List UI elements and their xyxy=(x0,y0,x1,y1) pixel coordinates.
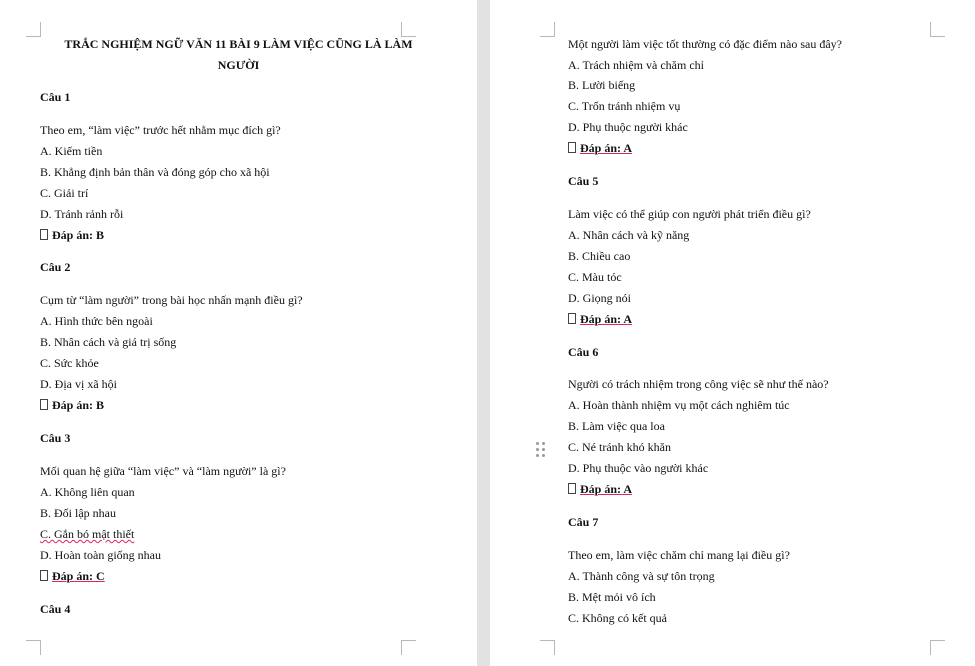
crop-mark xyxy=(930,22,945,37)
answer-line xyxy=(568,312,632,326)
crop-mark xyxy=(540,640,555,655)
option-a: A. Trách nhiệm và chăm chỉ xyxy=(568,58,704,72)
question-text: Theo em, làm việc chăm chỉ mang lại điều gì? xyxy=(568,548,790,562)
question-label: Câu 5 xyxy=(568,174,599,188)
answer-text: Đáp án: A xyxy=(580,482,633,496)
crop-mark xyxy=(540,22,555,37)
option-d: D. Hoàn toàn giống nhau xyxy=(40,548,161,562)
answer-line xyxy=(40,228,104,242)
option-d: D. Địa vị xã hội xyxy=(40,377,117,391)
document-title-cont: NGƯỜI xyxy=(217,58,260,72)
question-text: Mối quan hệ giữa “làm việc” và “làm người” là gì? xyxy=(40,464,286,478)
answer-line xyxy=(40,398,104,412)
crop-mark xyxy=(26,640,41,655)
option-b: B. Lười biếng xyxy=(568,78,636,92)
drag-handle-icon[interactable] xyxy=(536,442,546,458)
option-c: C. Trốn tránh nhiệm vụ xyxy=(568,99,681,113)
question-label: Câu 1 xyxy=(40,90,71,104)
option-c: C. Gắn bó mật thiết xyxy=(40,527,135,541)
option-b: B. Chiều cao xyxy=(568,249,631,263)
answer-text: Đáp án: A xyxy=(580,312,633,326)
question-label: Câu 6 xyxy=(568,345,599,359)
option-b: B. Mệt mỏi vô ích xyxy=(568,590,656,604)
answer-text: Đáp án: B xyxy=(52,398,105,412)
option-a: A. Hoàn thành nhiệm vụ một cách nghiêm túc xyxy=(568,398,790,412)
option-a: A. Hình thức bên ngoài xyxy=(40,314,153,328)
checkbox-glyph-icon xyxy=(568,142,576,153)
document-title: TRẮC NGHIỆM NGỮ VĂN 11 BÀI 9 LÀM VIỆC CŨNG LÀ LÀM xyxy=(64,37,413,51)
question-text: Theo em, “làm việc” trước hết nhằm mục đích gì? xyxy=(40,123,281,137)
answer-line xyxy=(568,141,632,155)
checkbox-glyph-icon xyxy=(40,229,48,240)
question-text: Một người làm việc tốt thường có đặc điểm nào sau đây? xyxy=(568,37,842,51)
answer-text: Đáp án: C xyxy=(52,569,105,583)
option-b: B. Làm việc qua loa xyxy=(568,419,665,433)
checkbox-glyph-icon xyxy=(568,483,576,494)
option-c: C. Màu tóc xyxy=(568,270,622,284)
option-a: A. Thành công và sự tôn trọng xyxy=(568,569,715,583)
crop-mark xyxy=(930,640,945,655)
checkbox-glyph-icon xyxy=(40,399,48,410)
answer-text: Đáp án: A xyxy=(580,141,633,155)
answer-line xyxy=(40,569,105,583)
option-c: C. Giải trí xyxy=(40,186,89,200)
option-c: C. Sức khỏe xyxy=(40,356,99,370)
crop-mark xyxy=(26,22,41,37)
document-page-right xyxy=(490,0,975,666)
option-b: B. Đối lập nhau xyxy=(40,506,116,520)
answer-text: Đáp án: B xyxy=(52,228,105,242)
option-a: A. Nhân cách và kỹ năng xyxy=(568,228,690,242)
crop-mark xyxy=(401,640,416,655)
checkbox-glyph-icon xyxy=(568,313,576,324)
question-text: Cụm từ “làm người” trong bài học nhấn mạnh điều gì? xyxy=(40,293,303,307)
question-text: Người có trách nhiệm trong công việc sẽ như thế nào? xyxy=(568,377,829,391)
option-c: C. Không có kết quả xyxy=(568,611,667,625)
option-d: D. Giọng nói xyxy=(568,291,631,305)
option-a: A. Kiếm tiền xyxy=(40,144,103,158)
question-label: Câu 4 xyxy=(40,602,71,616)
question-label: Câu 2 xyxy=(40,260,71,274)
option-a: A. Không liên quan xyxy=(40,485,135,499)
question-label: Câu 3 xyxy=(40,431,71,445)
checkbox-glyph-icon xyxy=(40,570,48,581)
question-label: Câu 7 xyxy=(568,515,599,529)
option-b: B. Khẳng định bản thân và đóng góp cho xã hội xyxy=(40,165,270,179)
answer-line xyxy=(568,482,632,496)
document-page-left xyxy=(0,0,477,666)
option-b: B. Nhân cách và giá trị sống xyxy=(40,335,177,349)
option-c: C. Né tránh khó khăn xyxy=(568,440,671,454)
option-d: D. Phụ thuộc người khác xyxy=(568,120,688,134)
question-text: Làm việc có thể giúp con người phát triển điều gì? xyxy=(568,207,811,221)
option-d: D. Phụ thuộc vào người khác xyxy=(568,461,709,475)
page-gap xyxy=(477,0,490,666)
option-d: D. Tránh rảnh rỗi xyxy=(40,207,124,221)
crop-mark xyxy=(401,22,416,37)
